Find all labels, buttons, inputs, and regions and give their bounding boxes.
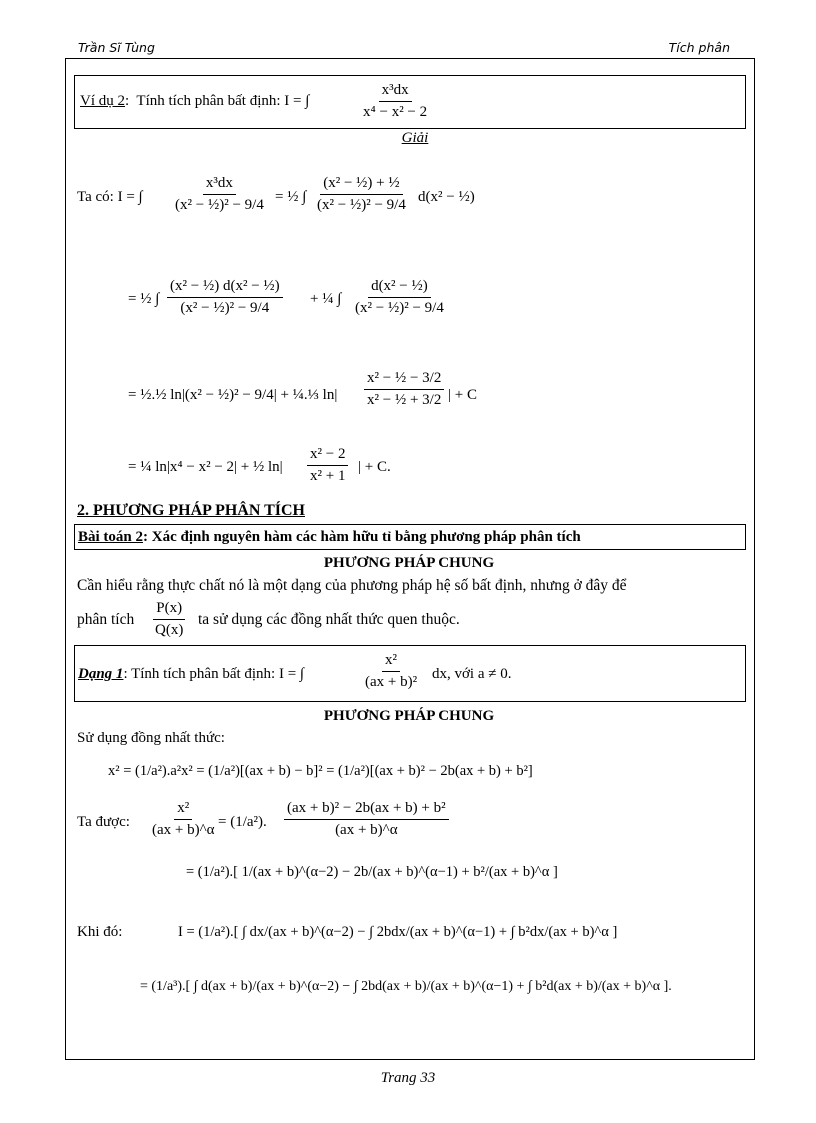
khido-label: Khi đó: [77,924,123,940]
method2-title: PHƯƠNG PHÁP CHUNG [323,708,495,724]
line2-mid: + ¼ ∫ [310,291,342,307]
header-topic: Tích phân [668,40,730,55]
dang1-den: (ax + b)² [365,674,418,690]
example-label: Ví dụ 2 [80,93,125,109]
line2-frac2-den: (x² − ½)² − 9/4 [355,300,444,316]
line4-frac [307,446,348,485]
dang1-text: : Tính tích phân bất định: I = ∫ [123,666,305,682]
line1-frac2 [314,175,409,214]
final-line: = (1/a³).[ ∫ d(ax + b)/(ax + b)^(α−2) − ∫ 2bd(ax + b)/(ax + b)^(α−1) + ∫ b²d(ax + b)/(ax + b)^α ]. [140,979,672,994]
header-author: Trần Sĩ Tùng [78,40,155,55]
split-line: = (1/a²).[ 1/(ax + b)^(α−2) − 2b/(ax + b)^(α−1) + b²/(ax + b)^α ] [186,864,558,880]
para2-frac [152,600,186,639]
identity: x² = (1/a²).a²x² = (1/a²)[(ax + b) − b]² = (1/a²)[(ax + b)² − 2b(ax + b) + b²] [108,763,533,779]
line1-frac1 [172,175,267,214]
line2-frac2 [352,278,447,317]
dang1-tail: dx, với a ≠ 0. [432,666,512,682]
tadc-lhs-num: x² [174,800,192,820]
example-num: x³dx [379,82,412,102]
para2-a: phân tích [77,611,135,628]
khido-line: I = (1/a²).[ ∫ dx/(ax + b)^(α−2) − ∫ 2bdx/(ax + b)^(α−1) + ∫ b²dx/(ax + b)^α ] [178,924,618,940]
line1-frac1-den: (x² − ½)² − 9/4 [175,197,264,213]
line1-prefix: Ta có: I = ∫ [77,189,143,205]
dang1-line [78,667,304,682]
tadc-rhs: = (1/a²). [218,814,267,830]
line2-frac1-num: (x² − ½) d(x² − ½) [167,278,283,298]
line1-eq: = ½ ∫ [275,189,307,205]
dang1-frac [362,652,420,691]
tadc-rhs-num: (ax + b)² − 2b(ax + b) + b² [284,800,449,820]
para2-den: Q(x) [155,622,184,638]
example-line: Ví dụ 2: Tính tích phân bất định: I = ∫ [80,93,310,109]
line4-num: x² − 2 [307,446,348,466]
line2-frac1 [167,278,283,317]
method2-intro: Sử dụng đồng nhất thức: [77,730,225,746]
tadc-rhs-frac [284,800,449,839]
para2-b: ta sử dụng các đồng nhất thức quen thuộc. [198,611,460,628]
line4: = ¼ ln|x⁴ − x² − 2| + ½ ln| [128,459,283,475]
para1: Cần hiểu rằng thực chất nó là một dạng của phương pháp hệ số bất định, nhưng ở đây để [77,577,627,594]
line4-tail: | + C. [358,459,391,475]
line2-frac2-num: d(x² − ½) [368,278,431,298]
problem-text: : Xác định nguyên hàm các hàm hữu tỉ bằng phương pháp phân tích [143,529,581,545]
tadc-lhs [149,800,218,839]
para2-num: P(x) [153,600,185,620]
line1-tail: d(x² − ½) [418,189,475,205]
line3-tail: | + C [448,387,477,403]
dang1-label: Dạng 1 [78,666,124,682]
example-den: x⁴ − x² − 2 [363,104,428,120]
problem-label: Bài toán 2 [78,529,144,545]
line1-frac2-den: (x² − ½)² − 9/4 [317,197,406,213]
section2-title: 2. PHƯƠNG PHÁP PHÂN TÍCH [77,502,305,519]
line1-frac1-num: x³dx [203,175,236,195]
method-title: PHƯƠNG PHÁP CHUNG [323,555,495,571]
problem-line [78,530,581,545]
tadc-label: Ta được: [77,814,130,830]
solution-title: Giải [401,130,429,146]
dang1-num: x² [382,652,400,672]
line1-frac2-num: (x² − ½) + ½ [320,175,402,195]
line3-den: x² − ½ + 3/2 [367,392,442,408]
line2-lead: = ½ ∫ [128,291,160,307]
line2-frac1-den: (x² − ½)² − 9/4 [180,300,270,316]
line3: = ½.½ ln|(x² − ½)² − 9/4| + ¼.⅓ ln| [128,387,338,403]
line3-frac [364,370,444,409]
line3-num: x² − ½ − 3/2 [364,370,444,390]
tadc-rhs-den: (ax + b)^α [335,822,398,838]
example-fraction [360,82,430,121]
line4-den: x² + 1 [310,468,346,484]
page-number: Trang 33 [380,1070,436,1086]
example-text: Tính tích phân bất định: I = ∫ [136,93,310,109]
tadc-lhs-den: (ax + b)^α [152,822,215,838]
